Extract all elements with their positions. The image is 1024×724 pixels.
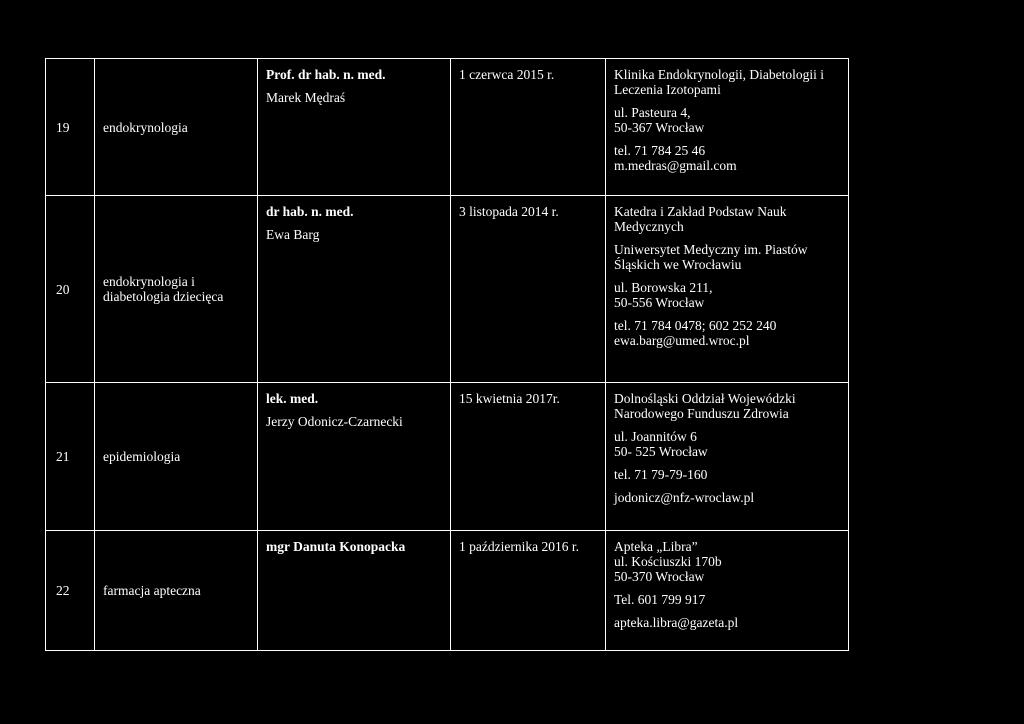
institution-name: Klinika Endokrynologii, Diabetologii i: [614, 67, 824, 82]
phone: tel. 71 79-79-160: [614, 467, 708, 482]
institution-cell: [606, 531, 849, 651]
city-address: 50-370 Wrocław: [614, 569, 705, 584]
email: apteka.libra@gazeta.pl: [614, 615, 739, 630]
specialty-cell: [95, 531, 258, 651]
email: ewa.barg@umed.wroc.pl: [614, 333, 750, 348]
university-name: Uniwersytet Medyczny im. Piastów: [614, 242, 808, 257]
phone: Tel. 601 799 917: [614, 592, 706, 607]
specialty-cell: [95, 383, 258, 531]
row-number: 21: [46, 383, 95, 531]
appointment-date-cell: [451, 531, 606, 651]
table-row: [46, 531, 849, 651]
row-number: 19: [46, 59, 95, 196]
institution-name: Katedra i Zakład Podstaw Nauk: [614, 204, 787, 219]
phone: tel. 71 784 25 46: [614, 143, 706, 158]
table-row: [46, 196, 849, 383]
specialty-cell: [95, 59, 258, 196]
appointment-date-cell: [451, 59, 606, 196]
consultant-cell: [258, 196, 451, 383]
table-row: [46, 59, 849, 196]
appointment-date: 1 października 2016 r.: [459, 539, 579, 554]
email: jodonicz@nfz-wroclaw.pl: [614, 490, 755, 505]
appointment-date-cell: [451, 196, 606, 383]
consultant-name: Marek Mędraś: [266, 90, 346, 105]
consultants-table: [45, 58, 849, 651]
institution-cell: Dolnośląski Oddział Wojewódzki Narodowego Funduszu Zdrowia ul. Joannitów 6 50- 525 Wrocław tel. 71 79-79-160 jodonicz@nfz-wroclaw.pl: [606, 383, 849, 531]
consultant-cell: [258, 59, 451, 196]
institution-name: Apteka „Libra”: [614, 539, 698, 554]
city-address: 50-556 Wrocław: [614, 295, 705, 310]
institution-cell: Katedra i Zakład Podstaw Nauk Medycznych Uniwersytet Medyczny im. Piastów Śląskich we Wrocławiu ul. Borowska 211, 50-556 Wrocław tel. 71 784 0478; 602 252 240 ewa.barg@umed.wroc.pl: [606, 196, 849, 383]
city-address: 50- 525 Wrocław: [614, 444, 708, 459]
phone: tel. 71 784 0478; 602 252 240: [614, 318, 777, 333]
appointment-date-cell: [451, 383, 606, 531]
street-address: ul. Borowska 211,: [614, 280, 713, 295]
consultant-cell: [258, 383, 451, 531]
academic-title: dr hab. n. med.: [266, 204, 354, 219]
appointment-date: 3 listopada 2014 r.: [459, 204, 559, 219]
email: m.medras@gmail.com: [614, 158, 737, 173]
row-number: 20: [46, 196, 95, 383]
street-address: ul. Pasteura 4,: [614, 105, 691, 120]
street-address: ul. Joannitów 6: [614, 429, 697, 444]
specialty: endokrynologia: [103, 119, 188, 135]
specialty: farmacja apteczna: [103, 583, 201, 598]
academic-title: Prof. dr hab. n. med.: [266, 67, 386, 82]
specialty-cell: endokrynologia i diabetologia dziecięca: [95, 196, 258, 383]
institution-name: Dolnośląski Oddział Wojewódzki: [614, 391, 796, 406]
specialty: endokrynologia i: [103, 274, 195, 289]
specialty: epidemiologia: [103, 449, 181, 464]
table-row: [46, 383, 849, 531]
row-number: 22: [46, 531, 95, 651]
city-address: 50-367 Wrocław: [614, 120, 705, 135]
appointment-date: 1 czerwca 2015 r.: [459, 67, 555, 82]
consultant-cell: [258, 531, 451, 651]
consultant-name: Ewa Barg: [266, 227, 320, 242]
consultant-name: Jerzy Odonicz-Czarnecki: [266, 414, 403, 429]
consultant-name: mgr Danuta Konopacka: [266, 539, 406, 554]
academic-title: lek. med.: [266, 391, 319, 406]
appointment-date: 15 kwietnia 2017r.: [459, 391, 560, 406]
street-address: ul. Kościuszki 170b: [614, 554, 722, 569]
institution-cell: Klinika Endokrynologii, Diabetologii i Leczenia Izotopami ul. Pasteura 4, 50-367 Wrocław tel. 71 784 25 46 m.medras@gmail.com: [606, 59, 849, 196]
